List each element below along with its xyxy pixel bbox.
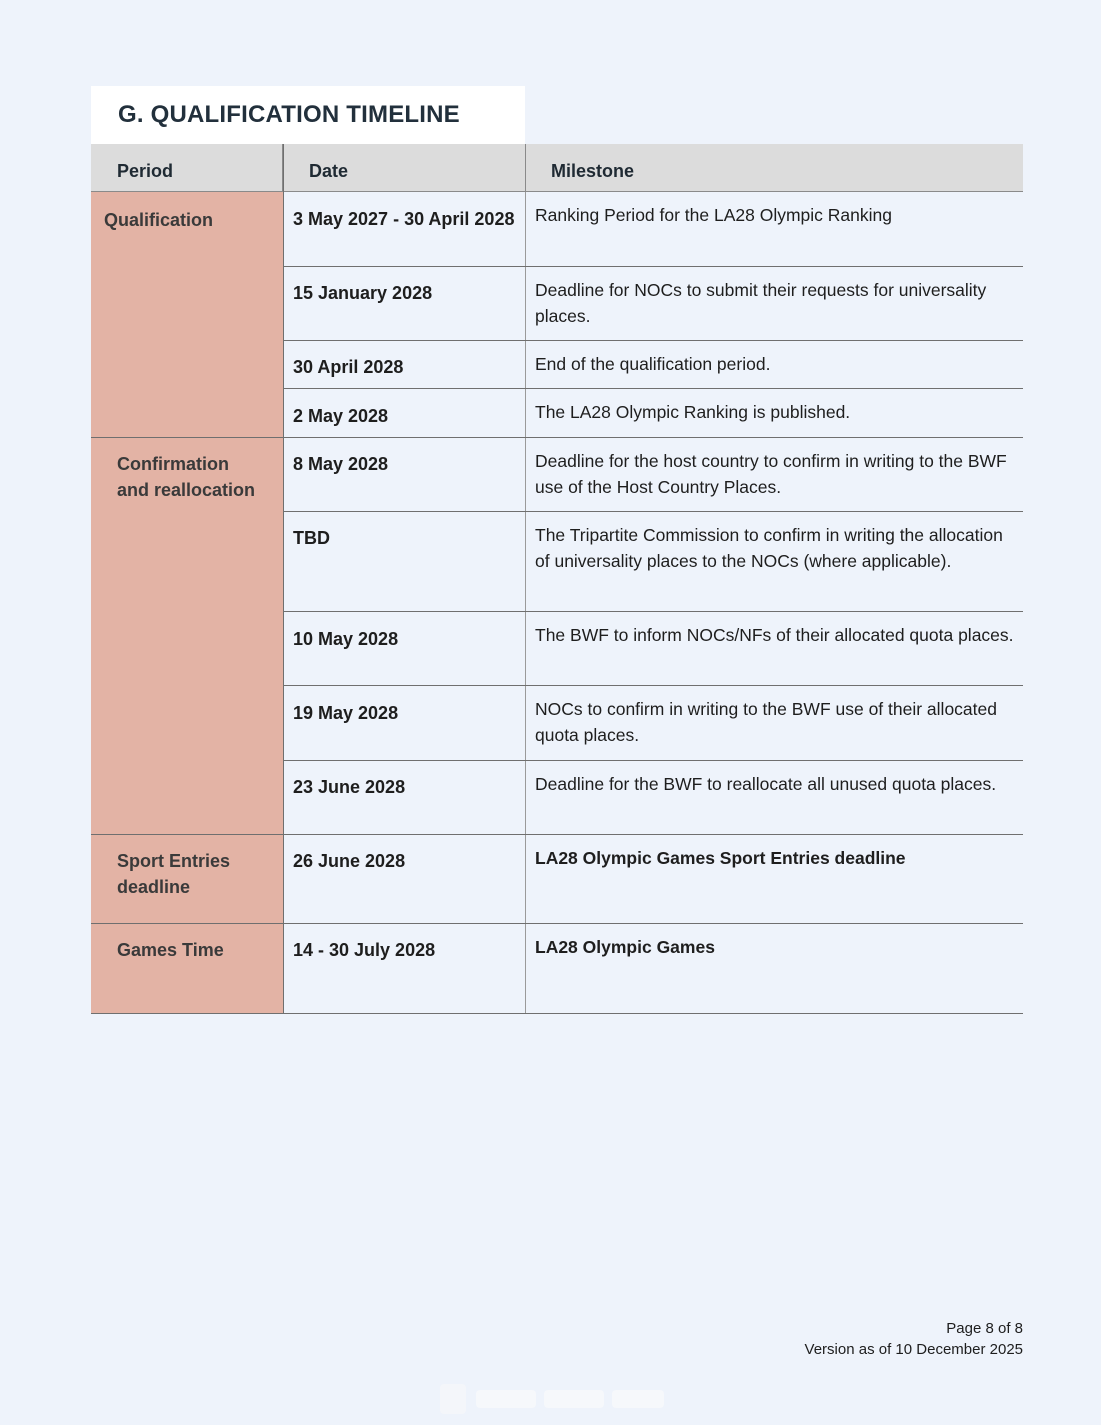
- row-date: 2 May 2028: [293, 406, 389, 426]
- table-row: [283, 389, 1023, 438]
- row-date: 10 May 2028: [293, 629, 399, 649]
- table-row: [283, 192, 1023, 267]
- version-date: Version as of 10 December 2025: [804, 1341, 1023, 1358]
- page-footer: [805, 1318, 1023, 1360]
- header-milestone: Milestone: [551, 161, 635, 181]
- row-date: TBD: [293, 528, 330, 548]
- row-milestone: LA28 Olympic Games: [535, 937, 715, 957]
- table-row: [283, 835, 1023, 924]
- page-indicator: [440, 1382, 670, 1414]
- row-date: 8 May 2028: [293, 454, 389, 474]
- section-title-box: [91, 86, 525, 144]
- table-row: [283, 267, 1023, 341]
- row-date: 26 June 2028: [293, 851, 406, 871]
- table-row: [283, 761, 1023, 835]
- table-row: [283, 341, 1023, 389]
- row-date: 19 May 2028: [293, 703, 399, 723]
- table-header: [91, 144, 1023, 192]
- period-qualification: Qualification: [91, 192, 283, 438]
- row-milestone: NOCs to confirm in writing to the BWF use of their allocated quota places.: [535, 699, 997, 745]
- header-date: Date: [309, 161, 349, 181]
- row-milestone: Deadline for NOCs to submit their requests for universality places.: [535, 280, 987, 326]
- row-milestone: Deadline for the host country to confirm in writing to the BWF use of the Host Country Places.: [535, 451, 1007, 497]
- row-milestone: Ranking Period for the LA28 Olympic Ranking: [535, 205, 892, 225]
- table-row: [283, 512, 1023, 612]
- page-thumb-icon: [544, 1390, 604, 1408]
- row-date: 14 - 30 July 2028: [293, 940, 436, 960]
- row-date: 30 April 2028: [293, 357, 404, 377]
- period-confirmation: Confirmation and reallocation: [91, 438, 283, 835]
- row-date: 3 May 2027 - 30 April 2028: [293, 209, 515, 229]
- row-milestone: The Tripartite Commission to confirm in writing the allocation of universality places to the NOCs (where applicable).: [535, 525, 1003, 571]
- row-milestone: Deadline for the BWF to reallocate all unused quota places.: [535, 774, 997, 794]
- table-row: [283, 438, 1023, 512]
- section-title: G. QUALIFICATION TIMELINE: [118, 101, 460, 128]
- row-date: 15 January 2028: [293, 283, 433, 303]
- row-milestone: The LA28 Olympic Ranking is published.: [535, 402, 851, 422]
- page-number: Page 8 of 8: [946, 1320, 1023, 1337]
- row-date: 23 June 2028: [293, 777, 406, 797]
- row-milestone: End of the qualification period.: [535, 354, 771, 374]
- row-milestone: The BWF to inform NOCs/NFs of their allocated quota places.: [535, 625, 1014, 645]
- period-games-time: Games Time: [91, 924, 283, 1014]
- table-row: [283, 612, 1023, 686]
- page-thumb-icon: [612, 1390, 664, 1408]
- header-period: Period: [117, 161, 174, 181]
- page-thumb-icon: [440, 1384, 466, 1414]
- table-row: [283, 924, 1023, 1014]
- row-milestone: LA28 Olympic Games Sport Entries deadline: [535, 848, 906, 868]
- period-sport-entries: Sport Entries deadline: [91, 835, 283, 924]
- table-row: [283, 686, 1023, 761]
- page-thumb-icon: [476, 1390, 536, 1408]
